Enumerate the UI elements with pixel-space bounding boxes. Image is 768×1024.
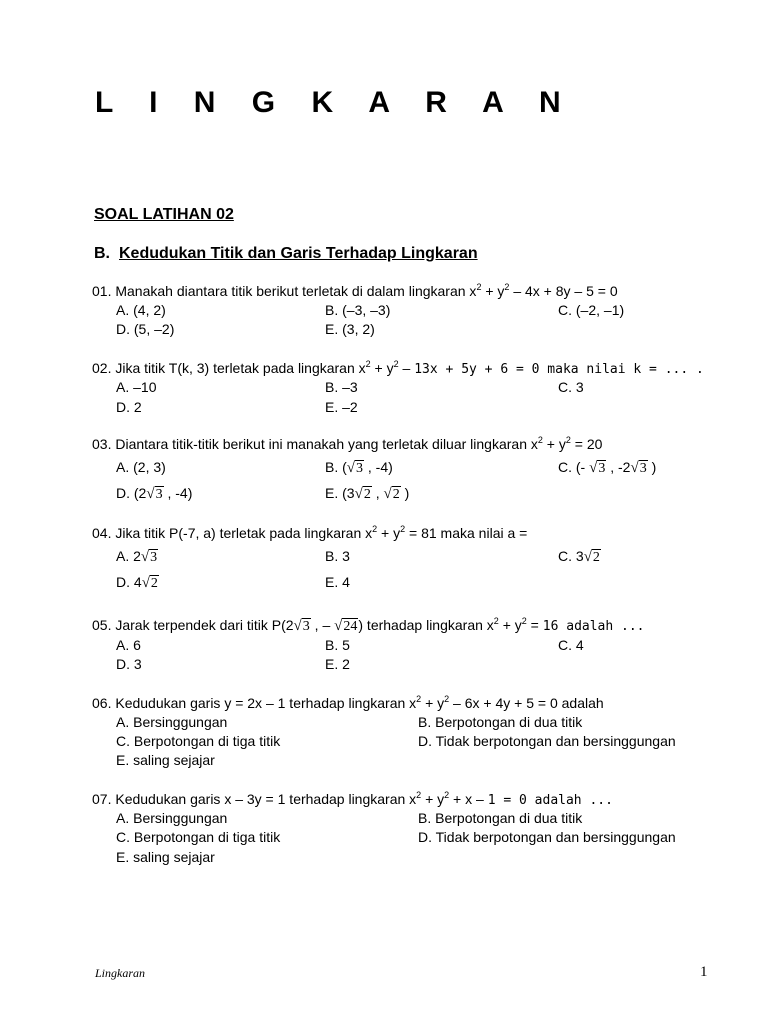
option-03-d: D. (2√3 , -4) <box>116 485 193 502</box>
question-05: 05. Jarak terpendek dari titik P(2√3 , – √24) terhadap lingkaran $x^2 + y^2 = 16$ adalah ... <box>92 616 645 634</box>
option-02-d: D. 2 <box>116 399 142 415</box>
subsection-label: B. <box>94 245 110 262</box>
question-06: 06. Kedudukan garis y = 2x – 1 terhadap lingkaran $x^2 + y^2 - 6x + 4y + 5 = 0$ adalah <box>92 694 604 711</box>
option-01-d: D. (5, –2) <box>116 321 175 337</box>
option-06-b: B. Berpotongan di dua titik <box>418 714 583 730</box>
option-04-c: C. 3√2 <box>558 548 600 565</box>
option-02-c: C. 3 <box>558 379 584 395</box>
question-02: 02. Jika titik T(k, 3) terletak pada lingkaran $x^2 + y^2 - 13x + 5y + 6 = 0$ maka nilai k = ... . <box>92 359 704 377</box>
question-07: 07. Kedudukan garis x – 3y = 1 terhadap lingkaran $x^2 + y^2 + x - 1 = 0$ adalah ... <box>92 790 613 808</box>
option-05-e: E. 2 <box>325 656 350 672</box>
option-05-b: B. 5 <box>325 637 350 653</box>
question-04: 04. Jika titik P(-7, a) terletak pada lingkaran $x^2 + y^2 = 81$ maka nilai a = <box>92 524 528 541</box>
option-05-c: C. 4 <box>558 637 584 653</box>
subsection-title: Kedudukan Titik dan Garis Terhadap Lingkaran <box>119 245 478 262</box>
page-title: L I N G K A R A N <box>95 86 575 119</box>
option-04-a: A. 2√3 <box>116 548 158 565</box>
option-07-d: D. Tidak berpotongan dan bersinggungan <box>418 829 676 845</box>
option-03-b: B. (√3 , -4) <box>325 459 393 476</box>
option-02-b: B. –3 <box>325 379 358 395</box>
footer-label: Lingkaran <box>95 966 146 980</box>
option-07-e: E. saling sejajar <box>116 849 215 865</box>
option-06-c: C. Berpotongan di tiga titik <box>116 733 281 749</box>
option-04-b: B. 3 <box>325 548 350 564</box>
option-04-d: D. 4√2 <box>116 574 158 591</box>
section-heading: SOAL LATIHAN 02 <box>94 206 234 223</box>
option-03-c: C. (- √3 , -2√3 ) <box>558 459 657 476</box>
option-06-e: E. saling sejajar <box>116 752 215 768</box>
option-05-d: D. 3 <box>116 656 142 672</box>
option-06-d: D. Tidak berpotongan dan bersinggungan <box>418 733 676 749</box>
page-number: 1 <box>700 964 708 980</box>
option-01-a: A. (4, 2) <box>116 302 166 318</box>
option-07-b: B. Berpotongan di dua titik <box>418 810 583 826</box>
option-02-a: A. –10 <box>116 379 157 395</box>
subsection-heading <box>94 245 478 263</box>
option-06-a: A. Bersinggungan <box>116 714 228 730</box>
question-03: 03. Diantara titik-titik berikut ini manakah yang terletak diluar lingkaran $x^2 + y^2 = 20$ <box>92 435 603 452</box>
option-07-a: A. Bersinggungan <box>116 810 228 826</box>
option-04-e: E. 4 <box>325 574 350 590</box>
option-03-a: A. (2, 3) <box>116 459 166 475</box>
option-01-b: B. (–3, –3) <box>325 302 391 318</box>
question-01: 01. Manakah diantara titik berikut terletak di dalam lingkaran $x^2 + y^2 - 4x + 8y - 5 = 0$ <box>92 282 618 299</box>
option-01-e: E. (3, 2) <box>325 321 375 337</box>
option-05-a: A. 6 <box>116 637 141 653</box>
option-02-e: E. –2 <box>325 399 358 415</box>
option-01-c: C. (–2, –1) <box>558 302 625 318</box>
option-07-c: C. Berpotongan di tiga titik <box>116 829 281 845</box>
option-03-e: E. (3√2 , √2 ) <box>325 485 410 502</box>
